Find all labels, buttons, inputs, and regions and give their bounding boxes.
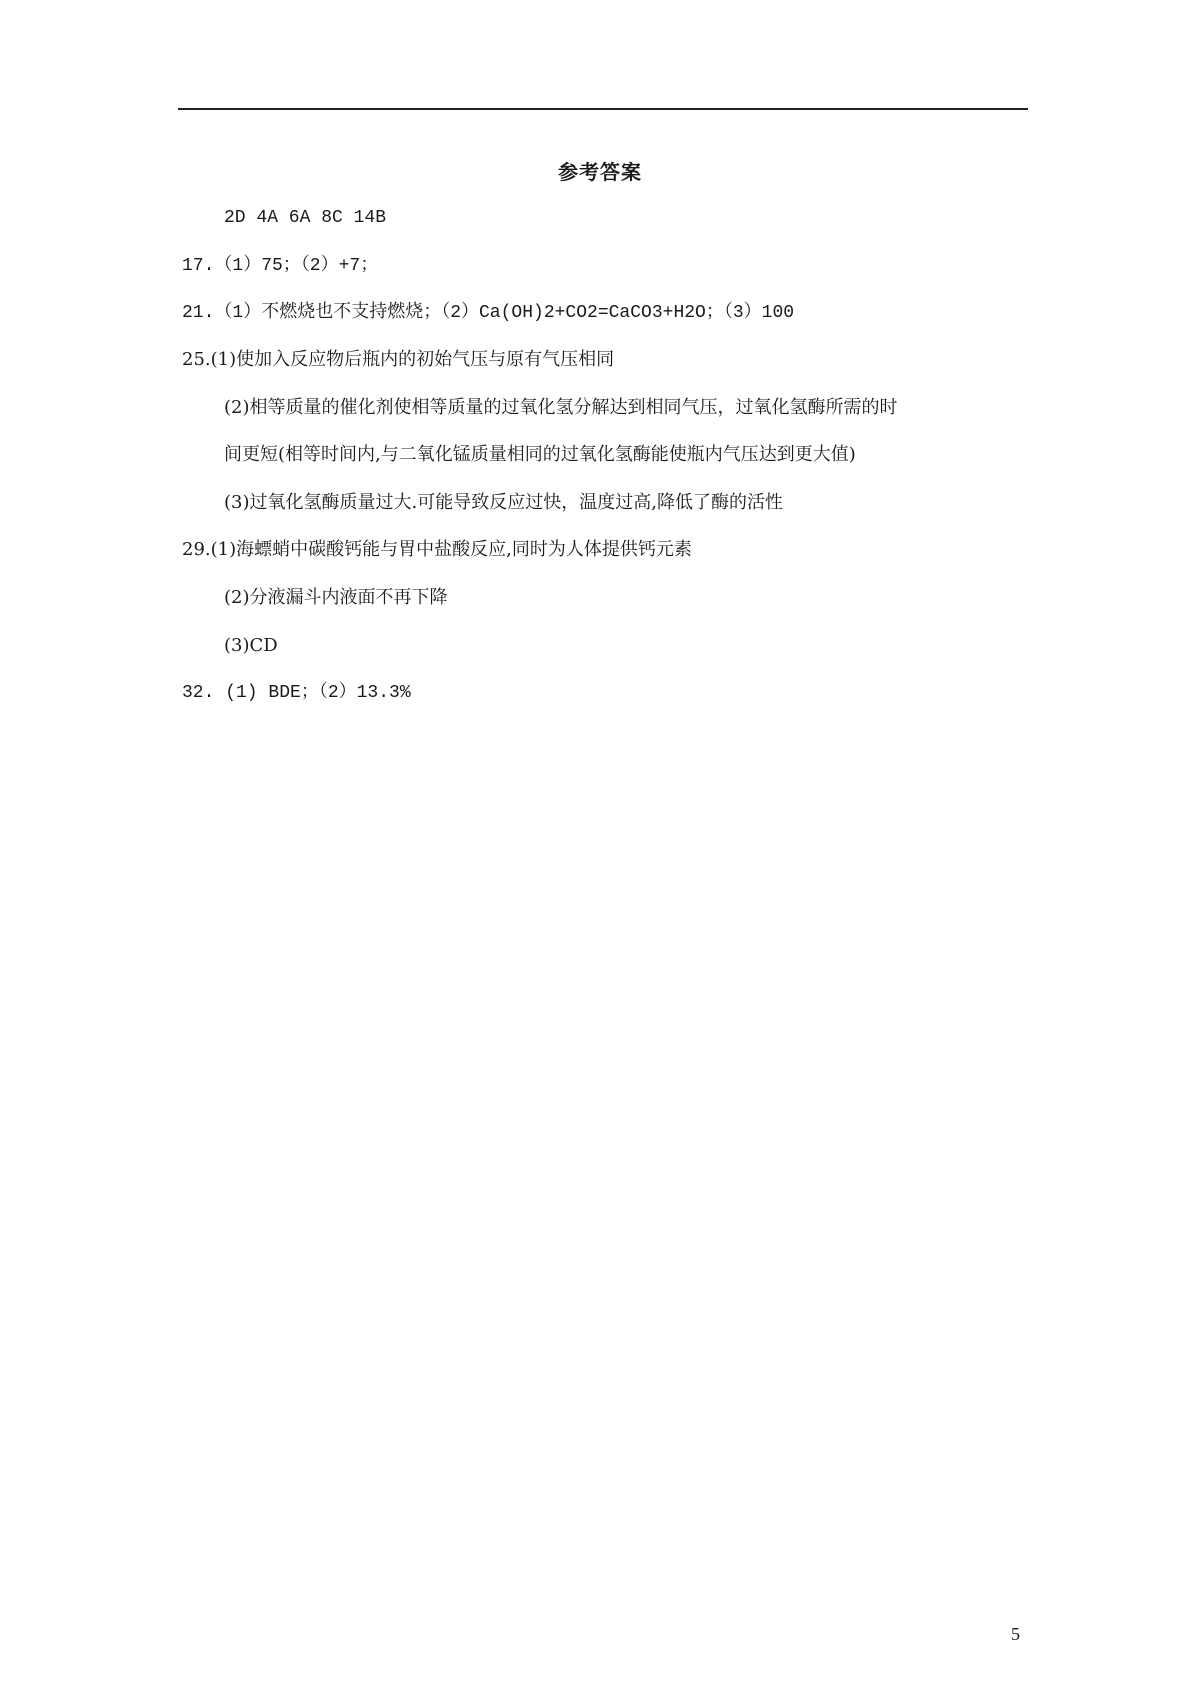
answer-line-25-2-continued: 间更短(相等时间内,与二氧化锰质量相同的过氧化氢酶能使瓶内气压达到更大值) (224, 444, 856, 465)
answer-line-29-3: (3)CD (224, 635, 278, 656)
page-number: 5 (1011, 1624, 1020, 1644)
answer-line-32: 32. (1) BDE；（2）13.3% (182, 683, 411, 703)
header-rule (178, 108, 1028, 110)
answer-line-multiple-choice: 2D 4A 6A 8C 14B (224, 208, 387, 228)
answer-line-25-3: (3)过氧化氢酶质量过大.可能导致反应过快，温度过高,降低了酶的活性 (224, 492, 783, 513)
answer-line-29-2: (2)分液漏斗内液面不再下降 (224, 587, 448, 608)
answer-line-21: 21.（1）不燃烧也不支持燃烧；（2）Ca(OH)2+CO2=CaCO3+H2O；（3）100 (182, 303, 795, 323)
answer-line-25-2: (2)相等质量的催化剂使相等质量的过氧化氢分解达到相同气压，过氧化氢酶所需的时 (224, 397, 898, 418)
answer-line-29-1: 29.(1)海螵蛸中碳酸钙能与胃中盐酸反应,同时为人体提供钙元素 (182, 539, 692, 560)
page-title: 参考答案 (558, 160, 642, 184)
answer-line-17: 17.（1）75；（2）+7； (182, 256, 379, 276)
answer-line-25-1: 25.(1)使加入反应物后瓶内的初始气压与原有气压相同 (182, 349, 615, 370)
